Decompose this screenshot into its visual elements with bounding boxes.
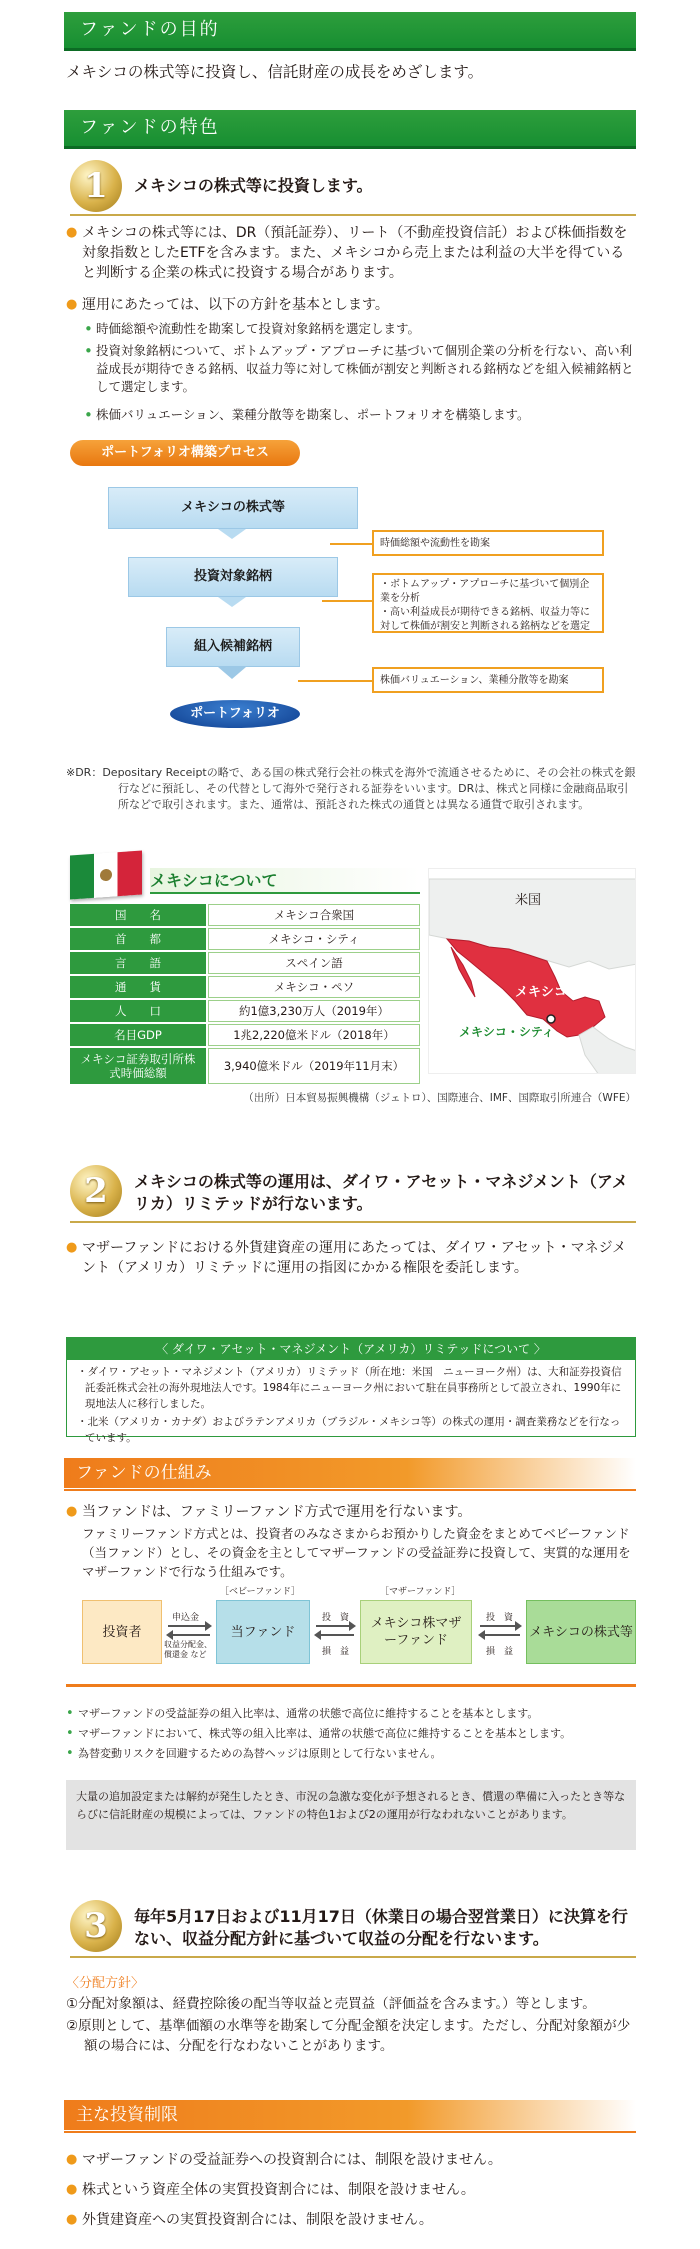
feature-3-heading (70, 1900, 636, 1958)
mexico-flag (70, 850, 142, 899)
flow-arrow-right (168, 1625, 210, 1627)
baby-fund-tag: ［ベビーファンド］ (220, 1587, 301, 1597)
mexico-map (428, 868, 636, 1074)
flow-label: 損 益 (486, 1647, 514, 1657)
mexico-key: 首 都 (70, 928, 206, 950)
mexico-row (70, 904, 420, 926)
mexico-value: 3,940億米ドル（2019年11月末） (208, 1048, 420, 1084)
map-label-mexico: メキシコ (515, 985, 567, 1000)
process-arrow (218, 529, 246, 539)
process-step-candidates: 組入候補銘柄 (166, 627, 300, 667)
mexico-value: 約1億3,230万人（2019年） (208, 1000, 420, 1022)
flow-baby-fund: 当ファンド (216, 1600, 310, 1664)
flow-label: 損 益 (322, 1647, 350, 1657)
distribution-policy-label: 〈分配方針〉 (66, 1976, 145, 1991)
mechanism-note: • 為替変動リスクを回避するための為替ヘッジは原則として行ないません。 (66, 1746, 636, 1762)
process-step-universe: メキシコの株式等 (108, 487, 358, 529)
mexico-key: 言 語 (70, 952, 206, 974)
section-header-features: ファンドの特色 (64, 110, 636, 146)
limit-item: ● マザーファンドの受益証券への投資割合には、制限を設けません。 (66, 2150, 636, 2170)
section-header-limits: 主な投資制限 (64, 2100, 636, 2130)
flow-investor: 投資者 (82, 1600, 162, 1664)
mechanism-note: • マザーファンドにおいて、株式等の組入比率は、通常の状態で高位に維持することを基本とします。 (66, 1726, 636, 1742)
distribution-policy-2: ②原則として、基準価額の水準等を勘案して分配金額を決定します。ただし、分配対象額が少額の場合には、分配を行なわないことがあります。 (66, 2018, 631, 2054)
process-note-1: 時価総額や流動性を勘案 (372, 530, 604, 556)
mother-fund-tag: ［マザーファンド］ (380, 1587, 461, 1597)
process-label: ポートフォリオ構築プロセス (70, 440, 300, 466)
feature-2-bullet-1: ● マザーファンドにおける外貨建資産の運用にあたっては、ダイワ・アセット・マネジメント（アメリカ）リミテッドに運用の指図にかかる権限を委託します。 (66, 1238, 636, 1278)
mexico-row (70, 952, 420, 974)
feature-1-sub-1: • 時価総額や流動性を勘案して投資対象銘柄を選定します。 (82, 320, 636, 338)
map-label-capital: メキシコ・シティ (459, 1025, 554, 1039)
mexico-row (70, 928, 420, 950)
section-header-mechanism: ファンドの仕組み (64, 1458, 636, 1488)
limit-item: ● 株式という資産全体の実質投資割合には、制限を設けません。 (66, 2180, 636, 2200)
mexico-row (70, 1000, 420, 1022)
mexico-row (70, 976, 420, 998)
flow-mother-fund: メキシコ株マザーファンド (360, 1600, 472, 1664)
mechanism-bullet: ● 当ファンドは、ファミリーファンド方式で運用を行ないます。 (66, 1502, 636, 1522)
process-arrow (218, 667, 246, 679)
flow-arrow-left (480, 1634, 520, 1636)
feature-number-badge: 3 (70, 1900, 122, 1952)
feature-1-bullet-2: ● 運用にあたっては、以下の方針を基本とします。 (66, 295, 636, 315)
flow-label: 収益分配金、償還金 など (164, 1640, 212, 1659)
flow-arrow-right (316, 1625, 354, 1627)
process-connector (322, 600, 372, 602)
mexico-value: メキシコ合衆国 (208, 904, 420, 926)
feature-1-title: メキシコの株式等に投資します。 (134, 176, 373, 195)
feature-2-heading (70, 1165, 636, 1223)
process-step-portfolio: ポートフォリオ (170, 700, 300, 728)
dam-america-box-item-1: ・ダイワ・アセット・マネジメント（アメリカ）リミテッド（所在地：米国 ニューヨーク州）は、大和証券投資信託委託株式会社の海外現地法人です。1984年にニューヨーク州において駐在員事務所として設立され、1990年に現地法人に移行しました。 (77, 1366, 622, 1410)
flow-arrow-left (168, 1634, 210, 1636)
mechanism-description: ファミリーファンド方式とは、投資者のみなさまからお預かりした資金をまとめてベビーファンド（当ファンド）とし、その資金を主としてマザーファンドの受益証券に投資して、実質的な運用をマザーファンドで行なう仕組みです。 (82, 1526, 631, 1579)
mexico-key: 通 貨 (70, 976, 206, 998)
flow-label: 申込金 (172, 1613, 200, 1623)
mexico-value: メキシコ・シティ (208, 928, 420, 950)
mexico-value: 1兆2,220億米ドル（2018年） (208, 1024, 420, 1046)
mexico-row (70, 1048, 420, 1084)
mexico-value: スペイン語 (208, 952, 420, 974)
process-note-2 (372, 573, 604, 633)
process-note-2b: ・高い利益成長が期待できる銘柄、収益力等に対して株価が割安と判断される銘柄などを選定 (380, 607, 590, 632)
process-step-targets: 投資対象銘柄 (128, 557, 338, 597)
dam-america-box-item-2: ・北米（アメリカ・カナダ）およびラテンアメリカ（ブラジル・メキシコ等）の株式の運用・調査業務などを行なっています。 (77, 1416, 621, 1444)
feature-number-badge: 2 (70, 1165, 122, 1217)
mexico-value: メキシコ・ペソ (208, 976, 420, 998)
flow-label: 投 資 (486, 1613, 514, 1623)
distribution-policy-1: ①分配対象額は、経費控除後の配当等収益と売買益（評価益を含みます。）等とします。 (66, 1996, 596, 2012)
feature-1-heading (70, 160, 636, 216)
flow-label: 投 資 (322, 1613, 350, 1623)
feature-number-badge: 1 (70, 160, 122, 212)
dr-footnote: ※DR：Depositary Receiptの略で、ある国の株式発行会社の株式を海外で流通させるために、その会社の株式を銀行などに預託し、その代替として海外で発行される証券をいいます。DRは、株式と同様に金融商品取引所などで取引されます。また、通常は、預託された株式の通貨とは異なる通貨で取引されます。 (66, 766, 636, 811)
mexico-source: （出所）日本貿易振興機構（ジェトロ）、国際連合、IMF、国際取引所連合（WFE） (243, 1092, 636, 1104)
section-header-purpose: ファンドの目的 (64, 12, 636, 48)
process-arrow (218, 597, 246, 607)
process-connector (298, 680, 372, 682)
divider (66, 1684, 636, 1687)
map-label-usa: 米国 (515, 893, 542, 908)
feature-3-title: 毎年5月17日および11月17日（休業日の場合翌営業日）に決算を行ない、収益分配方針に基づいて収益の分配を行ないます。 (134, 1907, 628, 1948)
process-note-3: 株価バリュエーション、業種分散等を勘案 (372, 667, 604, 693)
flow-mexican-stocks: メキシコの株式等 (526, 1600, 636, 1664)
flow-arrow-left (316, 1634, 354, 1636)
feature-1-sub-3: • 株価バリュエーション、業種分散等を勘案し、ポートフォリオを構築します。 (82, 406, 636, 424)
dam-america-box (66, 1337, 636, 1444)
feature-1-sub-2: • 投資対象銘柄について、ボトムアップ・アプローチに基づいて個別企業の分析を行ない、高い利益成長が期待できる銘柄、収益力等に対して株価が割安と判断される銘柄などを組入候補銘柄として選定します。 (82, 342, 636, 396)
purpose-text: メキシコの株式等に投資し、信託財産の成長をめざします。 (66, 63, 484, 81)
mexico-key: メキシコ証券取引所株式時価総額 (70, 1048, 206, 1084)
capital-marker-icon (547, 1015, 555, 1023)
process-connector (330, 543, 372, 545)
limit-item: ● 外貨建資産への実質投資割合には、制限を設けません。 (66, 2210, 636, 2230)
mexico-title: メキシコについて (150, 868, 420, 894)
process-note-2a: ・ボトムアップ・アプローチに基づいて個別企業を分析 (380, 579, 590, 604)
mexico-key: 人 口 (70, 1000, 206, 1022)
mexico-row (70, 1024, 420, 1046)
operational-exception-note: 大量の追加設定または解約が発生したとき、市況の急激な変化が予想されるとき、償還の準備に入ったとき等ならびに信託財産の規模によっては、ファンドの特色1および2の運用が行なわれないことがあります。 (66, 1780, 636, 1850)
mexico-key: 国 名 (70, 904, 206, 926)
feature-1-bullet-1: ● メキシコの株式等には、DR（預託証券）、リート（不動産投資信託）および株価指数を対象指数としたETFを含みます。また、メキシコから売上または利益の大半を得ていると判断する企業の株式に投資する場合があります。 (66, 223, 636, 283)
mexico-key: 名目GDP (70, 1024, 206, 1046)
feature-2-title: メキシコの株式等の運用は、ダイワ・アセット・マネジメント（アメリカ）リミテッドが行ないます。 (134, 1172, 628, 1213)
flow-arrow-right (480, 1625, 520, 1627)
dam-america-box-title: 〈 ダイワ・アセット・マネジメント（アメリカ）リミテッドについて 〉 (67, 1338, 635, 1360)
mechanism-note: • マザーファンドの受益証券の組入比率は、通常の状態で高位に維持することを基本とします。 (66, 1706, 636, 1722)
